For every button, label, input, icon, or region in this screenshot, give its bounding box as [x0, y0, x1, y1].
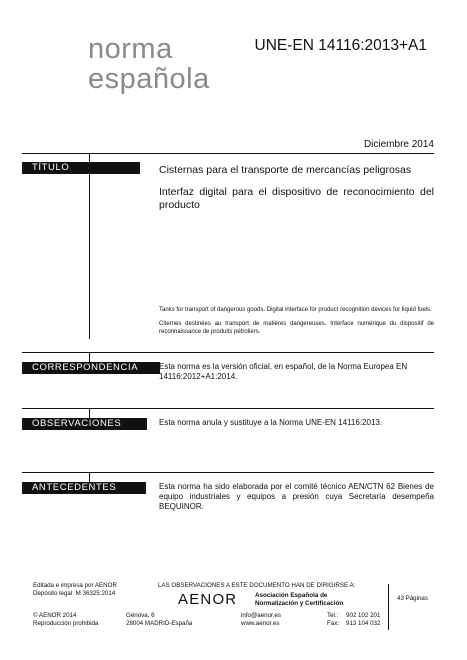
section-divider-correspondencia	[22, 352, 434, 353]
aenor-assoc-line-2: Normalización y Certificación	[255, 600, 344, 607]
section-divider-titulo	[22, 153, 434, 154]
footer-publisher	[33, 582, 117, 598]
footer-fax-label: Fax:	[327, 620, 340, 627]
footer-edited: Editada e impresa por AENOR	[33, 582, 117, 589]
antecedentes-text: Esta norma ha sido elaborada por el comité técnico AEN/CTN 62 Bienes de equipo industriales y equipos a presión cuya Secretaría desempeña BEQUINOR.	[159, 482, 434, 511]
brand-line-2: española	[88, 63, 210, 95]
title-english: Tanks for transport of dangerous goods. Digital interface for product recognition devices for liquid fuels.	[159, 307, 432, 313]
footer-observations-heading: LAS OBSERVACIONES A ESTE DOCUMENTO HAN DE DIRIGIRSE A:	[158, 582, 356, 589]
footer-street: Génova, 6	[126, 612, 155, 619]
section-divider-observaciones	[22, 408, 434, 409]
footer-address	[126, 612, 192, 628]
section-divider-antecedentes	[22, 472, 434, 473]
title-sub: Interfaz digital para el dispositivo de reconocimiento del producto	[159, 186, 434, 211]
footer-rights	[33, 612, 98, 628]
footer-tel: 902 102 201	[346, 612, 381, 619]
footer-contact-web	[241, 612, 281, 628]
footer-fax: 913 104 032	[346, 620, 381, 627]
footer-city: 28004 MADRID-España	[126, 620, 193, 627]
aenor-assoc-line-1: Asociación Española de	[255, 592, 328, 599]
footer-reproduction: Reproducción prohibida	[33, 620, 99, 627]
observaciones-text: Esta norma anula y sustituye a la Norma UNE-EN 14116:2013.	[159, 418, 383, 427]
footer-phone-values	[346, 612, 380, 628]
footer-copyright: © AENOR 2014	[33, 612, 77, 619]
footer-tel-label: Tel.:	[327, 612, 339, 619]
footer-deposit: Depósito legal: M 36325:2014	[33, 590, 116, 597]
section-vline-titulo	[89, 153, 90, 339]
brand-line-1: norma	[88, 33, 173, 65]
page-count: 43 Páginas	[397, 595, 428, 602]
brand-wordmark	[88, 34, 268, 94]
label-observaciones: OBSERVACIONES	[22, 418, 147, 430]
label-correspondencia: CORRESPONDENCIA	[22, 362, 160, 374]
title-main: Cisternas para el transporte de mercancías peligrosas	[159, 164, 412, 176]
aenor-logo: AENOR	[178, 591, 238, 608]
footer-web: www.aenor.es	[241, 620, 280, 627]
footer-phone-labels	[327, 612, 339, 628]
aenor-association	[255, 592, 343, 608]
footer-divider	[388, 584, 389, 630]
footer-email: info@aenor.es	[241, 612, 281, 619]
label-titulo: TÍTULO	[22, 162, 140, 174]
standard-code: UNE-EN 14116:2013+A1	[254, 37, 427, 54]
publication-date: Diciembre 2014	[363, 139, 434, 150]
title-french: Citernes destinées au transport de matières dangereuses. Interface numérique du dispositif de reconnaissance de produits pétroliers.	[159, 321, 434, 335]
label-antecedentes: ANTECEDENTES	[22, 482, 146, 494]
correspondencia-text: Esta norma es la versión oficial, en español, de la Norma Europea EN 14116:2012+A1:2014.	[159, 362, 408, 381]
